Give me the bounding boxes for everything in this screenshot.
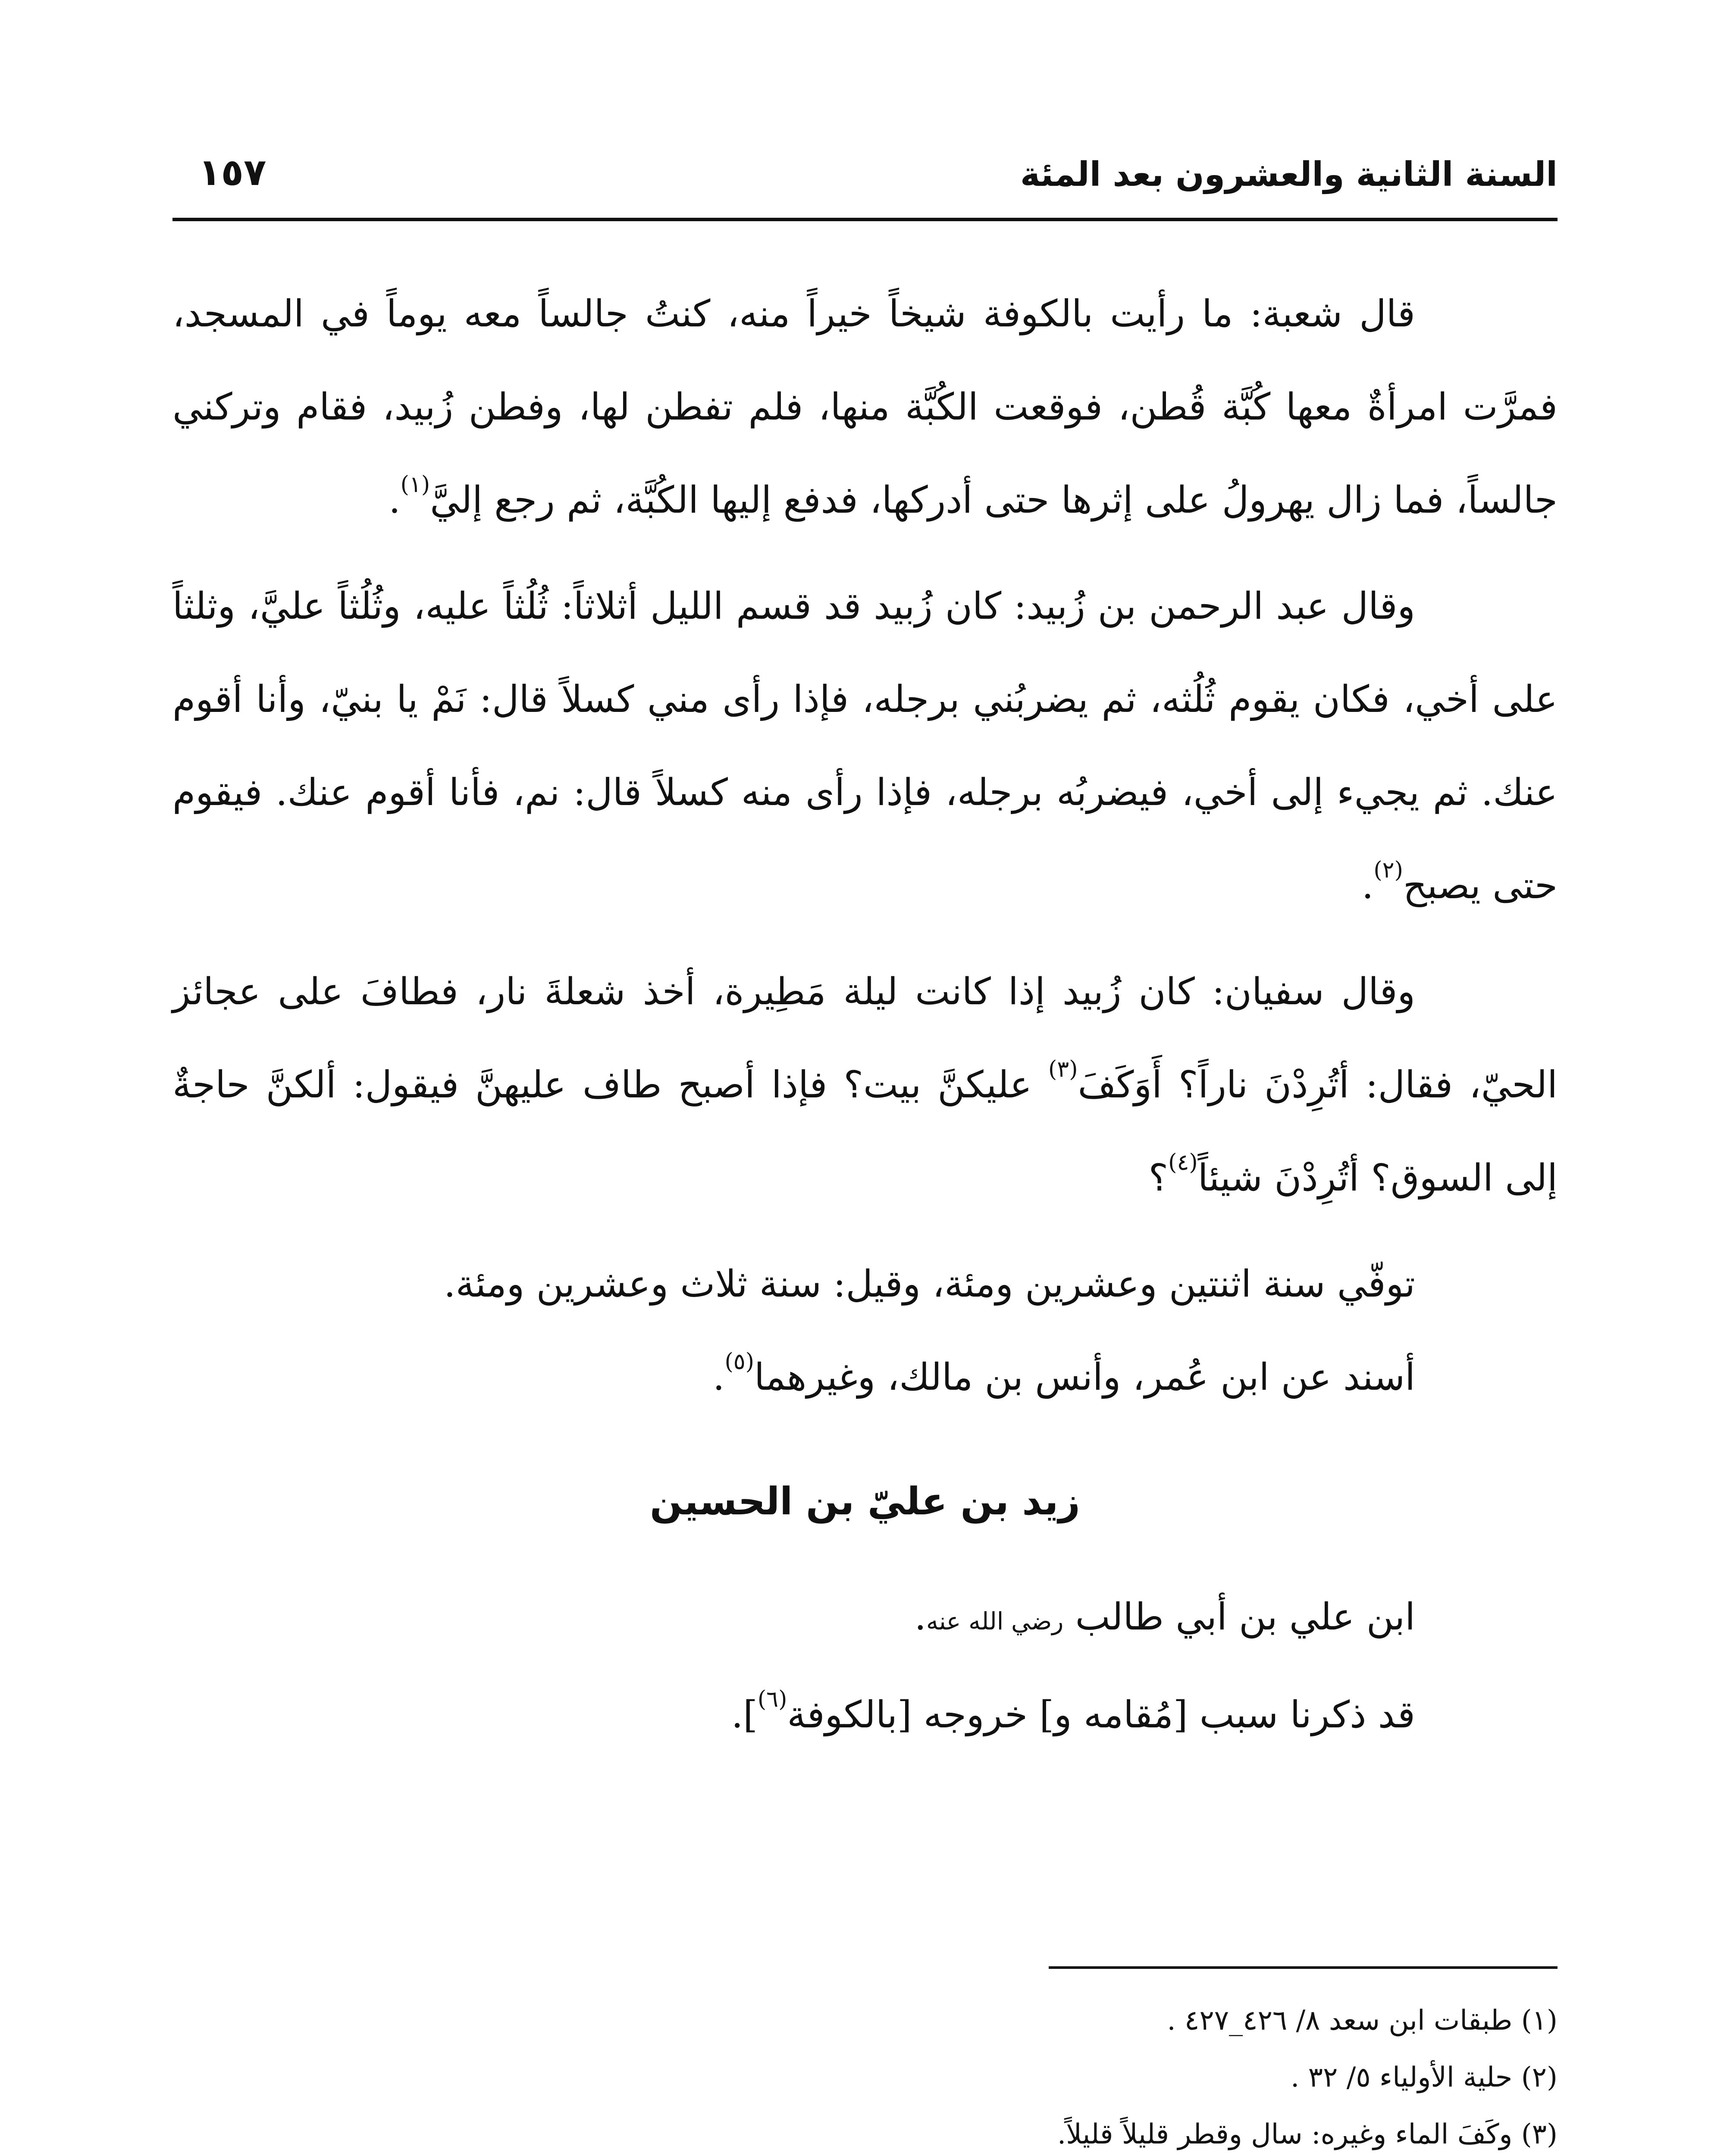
footnote-ref-1: (١) (400, 472, 430, 498)
paragraph-text: وقال عبد الرحمن بن زُبيد: كان زُبيد قد قسم الليل أثلاثاً: ثُلُثاً عليه، وثُلُثاً عليَّ، وثلثاً على أخي، فكان يقوم ثُلُثه، ثم يضربُني برجله، فإذا رأى مني كسلاً قال: نَمْ يا بنيّ، وأنا أقوم عنك. ثم يجيء إلى أخي، فيضربُه برجله، فإذا رأى منه كسلاً قال: نم، فأنا أقوم عنك. فيقوم حتى يصبح (172, 585, 1558, 907)
footnote-ref-5: (٥) (724, 1349, 754, 1375)
section-heading: زيد بن عليّ بن الحسين (650, 1479, 1080, 1523)
paragraph-end: . (1362, 864, 1374, 907)
paragraph-death (172, 1238, 1558, 1331)
paragraph-end: ]. (731, 1693, 758, 1736)
main-text (172, 267, 1558, 1761)
footnote-ref-4: (٤) (1168, 1150, 1198, 1175)
footnote-2: (٢) حلية الأولياء ٥/ ٣٢ . (1290, 2062, 1558, 2093)
footnote-ref-6: (٦) (757, 1686, 787, 1712)
paragraph-end: ؟ (1148, 1156, 1169, 1200)
paragraph-text: وقال سفيان: كان زُبيد إذا كانت ليلة مَطِيرة، أخذ شعلةَ نار، فطافَ على عجائز الحيّ، فقال: أتُرِدْنَ ناراً؟ أَوَكَفَ (172, 970, 1558, 1106)
paragraph-shuba (172, 267, 1558, 547)
header-rule (172, 218, 1558, 221)
honorific-glyph: رضي الله عنه (926, 1608, 1064, 1636)
footnote-ref-2: (٢) (1373, 857, 1403, 883)
paragraph-text-cont: عليكنَّ بيت؟ فإذا أصبح طاف عليهنَّ فيقول: ألكنَّ حاجةٌ إلى السوق؟ أتُرِدْنَ شيئاً (172, 1063, 1558, 1200)
paragraph-text: أسند عن ابن عُمر، وأنس بن مالك، وغيرهما (754, 1356, 1415, 1399)
running-title: السنة الثانية والعشرون بعد المئة (1020, 155, 1558, 194)
paragraph-end: . (914, 1595, 926, 1639)
paragraph-text: قد ذكرنا سبب [مُقامه و] خروجه [بالكوفة (787, 1693, 1415, 1736)
footnote-ref-3: (٣) (1048, 1056, 1078, 1082)
paragraph-end: . (389, 479, 401, 522)
footnotes (172, 1992, 1558, 2156)
footnote-1: (١) طبقات ابن سعد ٨/ ٤٢٦_٤٢٧ . (1167, 2005, 1558, 2037)
paragraph-lineage (172, 1570, 1558, 1668)
running-header (172, 153, 1558, 218)
page-number: ١٥٧ (198, 151, 266, 194)
paragraph-sufyan (172, 945, 1558, 1225)
footnote-3: (٣) وكَفَ الماء وغيره: سال وقطر قليلاً قليلاً. (1057, 2118, 1558, 2150)
paragraph-reference (172, 1668, 1558, 1761)
paragraph-text: توفّي سنة اثنتين وعشرين ومئة، وقيل: سنة ثلاث وعشرين ومئة. (444, 1263, 1415, 1306)
paragraph-end: . (713, 1356, 725, 1399)
footnote-separator (1049, 1966, 1558, 1969)
paragraph-text: ابن علي بن أبي طالب (1075, 1595, 1415, 1639)
paragraph-abd-al-rahman (172, 560, 1558, 932)
paragraph-text: قال شعبة: ما رأيت بالكوفة شيخاً خيراً منه، كنتُ جالساً معه يوماً في المسجد، فمرَّت امرأةٌ معها كُبَّة قُطن، فوقعت الكُبَّة منها، فلم تفطن لها، وفطن زُبيد، فقام وتركني جالساً، فما زال يهرولُ على إثرها حتى أدركها، فدفع إليها الكُبَّة، ثم رجع إليَّ (172, 292, 1558, 522)
paragraph-narrated (172, 1331, 1558, 1424)
